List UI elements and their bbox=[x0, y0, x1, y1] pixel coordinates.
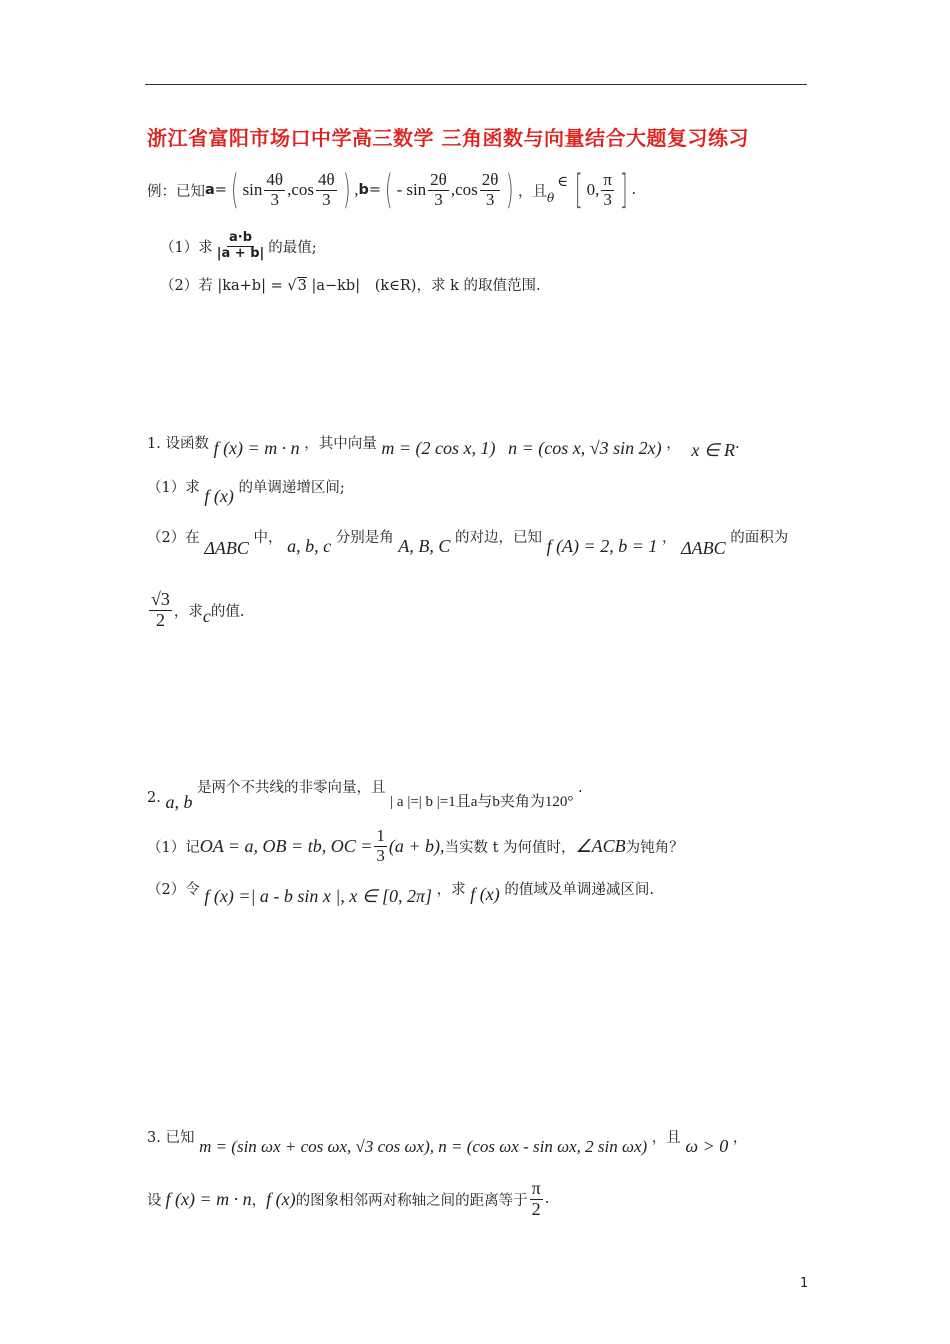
vector-b: b bbox=[358, 182, 369, 198]
condition: (k∈R) bbox=[374, 278, 417, 294]
cos-label: cos bbox=[291, 180, 314, 199]
fraction-denominator: 3 bbox=[434, 189, 443, 209]
question-label: （2）令 bbox=[147, 882, 200, 898]
side-c: c bbox=[202, 605, 211, 626]
and-text: ，且 bbox=[518, 183, 548, 200]
vector-n-definition: n = (cos x, √3 sin 2x) bbox=[508, 438, 662, 458]
problem-label: 2. bbox=[147, 790, 161, 806]
vector-definitions: m = (sin ωx + cos ωx, √3 cos ωx), n = (cos ωx - sin ωx, 2 sin ωx) bbox=[199, 1137, 648, 1156]
paren-open: ( bbox=[384, 167, 393, 213]
page-number: 1 bbox=[800, 1276, 809, 1291]
problem-1-question-2-cont bbox=[147, 582, 245, 638]
fraction-denominator: 3 bbox=[485, 189, 495, 209]
problem-2-question-1 bbox=[147, 826, 684, 866]
problem-text: 设 bbox=[147, 1192, 162, 1209]
vector-a: a bbox=[205, 182, 215, 198]
triangle-abc: ΔABC bbox=[204, 538, 249, 558]
domain-condition: x ∈ R bbox=[691, 440, 736, 460]
fraction-numerator: √3 bbox=[151, 588, 170, 609]
fraction-denominator: 2 bbox=[531, 1198, 541, 1219]
angle-acb: ∠ACB bbox=[575, 835, 626, 856]
period: . bbox=[735, 436, 740, 452]
given-condition: f (A) = 2, b = 1 bbox=[546, 536, 658, 556]
problem-1-question-2 bbox=[147, 526, 789, 558]
problem-2-statement bbox=[147, 776, 583, 816]
fraction-one-third bbox=[374, 827, 387, 865]
fraction-denominator: 3 bbox=[603, 189, 612, 209]
equals-sign: = bbox=[214, 182, 227, 198]
comma: , bbox=[287, 180, 292, 199]
fraction-4theta-3 bbox=[316, 171, 337, 209]
minus-sign: - bbox=[396, 180, 403, 199]
comma: ， bbox=[661, 530, 677, 546]
fraction-numerator: 4θ bbox=[266, 169, 284, 189]
fraction-denominator: 3 bbox=[270, 189, 279, 209]
comma: , bbox=[450, 180, 456, 199]
fraction-denominator: 2 bbox=[155, 609, 165, 630]
fraction-denominator: |a + b| bbox=[216, 245, 265, 261]
period: . bbox=[544, 1191, 550, 1207]
given-condition: | a |=| b |=1且a与b夹角为120° bbox=[390, 794, 574, 810]
example-question-2 bbox=[160, 274, 541, 295]
equals-sign: = bbox=[368, 182, 382, 198]
vector-expression: (a + b), bbox=[388, 835, 445, 856]
problem-text: 的图象相邻两对称轴之间的距离等于 bbox=[295, 1192, 528, 1209]
question-text: 的面积为 bbox=[730, 530, 789, 546]
question-text: 当实数 t 为何值时， bbox=[444, 839, 576, 856]
paren-close: ) bbox=[506, 167, 515, 213]
question-text: 的对边，已知 bbox=[454, 530, 542, 546]
omega-condition: ω > 0 bbox=[685, 1136, 729, 1156]
comma: , bbox=[354, 180, 359, 199]
question-text: 的单调递增区间; bbox=[238, 480, 345, 496]
bracket-close: ] bbox=[619, 167, 628, 213]
expression-right: |a−kb| bbox=[311, 278, 361, 294]
question-text: ，求 bbox=[173, 603, 203, 620]
period: . bbox=[631, 182, 637, 198]
question-label: （1）记 bbox=[147, 839, 200, 856]
function-fx: f (x) bbox=[204, 486, 234, 506]
theta-symbol: θ bbox=[547, 191, 555, 205]
cos-label: cos bbox=[455, 180, 478, 199]
function-definition: f (x) =| a - b sin x |, x ∈ [0, 2π] bbox=[204, 886, 433, 906]
interval-left: 0, bbox=[586, 180, 600, 199]
fraction-pi-3 bbox=[601, 171, 614, 209]
problem-1-question-1 bbox=[147, 476, 345, 506]
page-title: 浙江省富阳市场口中学高三数学 三角函数与向量结合大题复习练习 bbox=[147, 126, 749, 150]
example-statement bbox=[147, 160, 636, 220]
fraction-numerator: π bbox=[603, 169, 612, 189]
fraction-2theta-3 bbox=[428, 171, 449, 209]
sides-abc: a, b, c bbox=[287, 536, 332, 556]
vector-expression: OA = a, OB = tb, OC = bbox=[199, 835, 373, 856]
fraction-pi-over-2 bbox=[530, 1179, 543, 1220]
comma: ， bbox=[666, 436, 681, 452]
paren-open: ( bbox=[230, 167, 239, 213]
triangle-abc: ΔABC bbox=[681, 538, 726, 558]
fraction-numerator: 4θ bbox=[317, 169, 335, 189]
problem-3-statement bbox=[147, 1126, 748, 1156]
problem-label: 1. 设函数 bbox=[147, 436, 209, 452]
problem-3-statement-cont bbox=[147, 1174, 549, 1224]
fraction-numerator: π bbox=[531, 1177, 541, 1198]
expression-left: |ka+b| bbox=[217, 278, 266, 294]
problem-text: ，且 bbox=[651, 1130, 681, 1146]
element-of-symbol: ∈ bbox=[557, 174, 568, 190]
question-text: 的最值; bbox=[268, 239, 317, 256]
question-label: （2）若 bbox=[160, 278, 213, 294]
function-definition: f (x) = m · n bbox=[213, 438, 300, 458]
sqrt-radicand: 3 bbox=[297, 278, 307, 294]
vectors-ab: a, b bbox=[165, 792, 193, 812]
sqrt-symbol: √ bbox=[287, 278, 297, 294]
problem-2-question-2 bbox=[147, 878, 654, 906]
vector-m-definition: m = (2 cos x, 1) bbox=[381, 438, 496, 458]
problem-1-statement bbox=[147, 432, 740, 462]
bracket-open: [ bbox=[574, 167, 583, 213]
angles-abc: A, B, C bbox=[398, 536, 451, 556]
problem-label: 3. 已知 bbox=[147, 1130, 195, 1146]
question-label: （1）求 bbox=[160, 239, 213, 256]
question-text: 的值域及单调递减区间. bbox=[504, 882, 654, 898]
example-intro: 例：已知 bbox=[147, 183, 205, 200]
header-rule bbox=[145, 84, 807, 85]
function-fx: f (x) bbox=[470, 884, 500, 904]
question-text: ，求 bbox=[436, 882, 466, 898]
fraction-denominator: 3 bbox=[322, 189, 331, 209]
question-text: 为钝角？ bbox=[625, 839, 684, 856]
question-text: 分别是角 bbox=[335, 530, 394, 546]
problem-text: 是两个不共线的非零向量，且 bbox=[197, 780, 386, 796]
problem-text: ，其中向量 bbox=[304, 436, 377, 452]
question-text: 的值. bbox=[210, 603, 245, 620]
sin-label: sin bbox=[242, 180, 263, 199]
question-text: 中， bbox=[253, 530, 283, 546]
fraction-4theta-3 bbox=[264, 171, 285, 209]
period: . bbox=[578, 780, 583, 796]
comma: ， bbox=[251, 1192, 267, 1209]
fraction-numerator: 1 bbox=[376, 825, 385, 845]
fraction-numerator: a·b bbox=[228, 230, 253, 246]
question-text: ，求 k 的取值范围. bbox=[416, 278, 541, 294]
fraction-numerator: 2θ bbox=[481, 169, 499, 189]
function-fx: f (x) bbox=[266, 1188, 296, 1209]
question-label: （1）求 bbox=[147, 480, 200, 496]
fraction-denominator: 3 bbox=[376, 845, 385, 865]
fraction-ab-over-norm bbox=[215, 231, 267, 261]
equals-sign: = bbox=[270, 278, 283, 294]
fraction-2theta-3 bbox=[480, 171, 501, 209]
fraction-sqrt3-over-2 bbox=[149, 590, 172, 631]
sin-label: sin bbox=[406, 180, 427, 199]
fraction-numerator: 2θ bbox=[430, 169, 447, 189]
example-question-1 bbox=[160, 226, 317, 266]
comma: ， bbox=[732, 1130, 748, 1146]
function-definition: f (x) = m · n bbox=[165, 1188, 252, 1209]
paren-close: ) bbox=[342, 167, 351, 213]
question-label: （2）在 bbox=[147, 530, 200, 546]
